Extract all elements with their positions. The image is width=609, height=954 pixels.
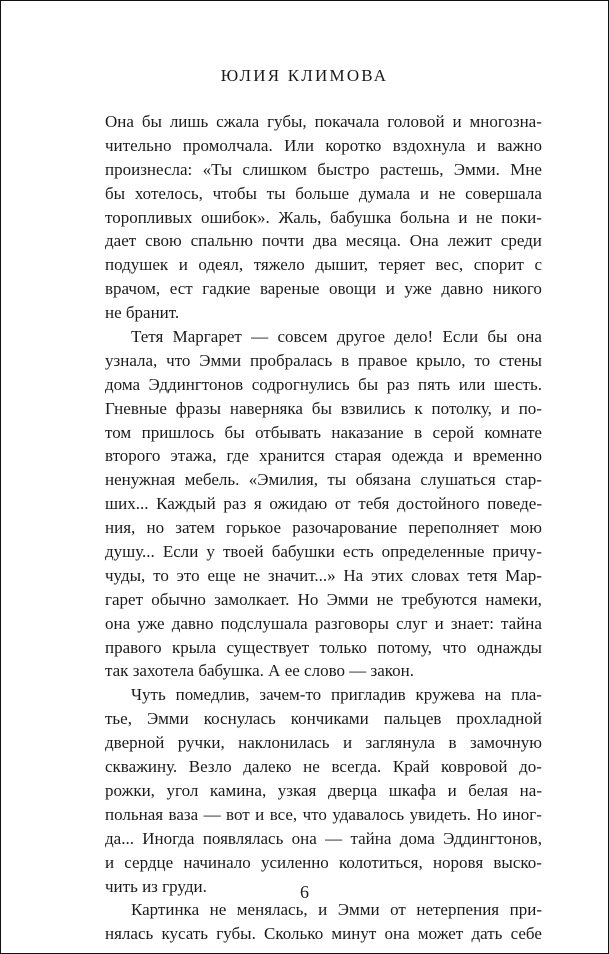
- text-line: дверной ручки, наклонилась и заглянула в замочную: [105, 733, 542, 753]
- text-line: бы хотелось, чтобы ты больше думала и не совершала: [105, 183, 542, 203]
- text-line: второго этажа, где хранится старая одежда и временно: [105, 446, 542, 466]
- text-line: Она бы лишь сжала губы, покачала головой и многозна-: [105, 112, 542, 131]
- text-line: гарет обычно замолкает. Но Эмми не требуются намеки,: [105, 589, 542, 609]
- text-line: душу... Если у твоей бабушки есть определенные причу-: [105, 542, 542, 562]
- text-line: и сердце начинало усиленно колотиться, норовя выско-: [105, 852, 542, 872]
- text-line: польная ваза — вот и все, что удавалось увидеть. Но иног-: [105, 804, 542, 824]
- text-line: она уже давно подслушала разговоры слуг и знает: тайна: [105, 613, 542, 633]
- text-line: ния, но затем горькое разочарование переполняет мою: [105, 518, 542, 538]
- text-line: дома Эддингтонов содрогнулись бы раз пять или шесть.: [105, 374, 542, 394]
- running-head: ЮЛИЯ КЛИМОВА: [220, 66, 389, 85]
- text-line: тье, Эмми коснулась кончиками пальцев прохладной: [105, 709, 542, 729]
- text-line: Чуть помедлив, зачем-то пригладив кружева на пла-: [131, 685, 542, 705]
- text-line: том пришлось бы отбывать наказание в серой комнате: [105, 422, 542, 442]
- text-line: скважину. Везло далеко не всегда. Край ковровой до-: [105, 757, 542, 777]
- text-line: рожки, угол камина, узкая дверца шкафа и белая на-: [105, 780, 542, 800]
- text-line: произнесла: «Ты слишком быстро растешь, Эмми. Мне: [105, 159, 542, 179]
- text-line: чуды, то это еще не значит...» На этих словах тетя Мар-: [105, 565, 542, 585]
- text-line: дает свою спальню почти два месяца. Она лежит среди: [105, 231, 542, 251]
- text-line: чить из груди.: [105, 876, 207, 896]
- text-line: правого крыла существует только потому, что однажды: [105, 637, 542, 657]
- text-line: не бранит.: [105, 303, 180, 323]
- text-line: подушек и одеял, тяжело дышит, теряет вес, спорит с: [105, 255, 542, 275]
- text-line: Гневные фразы наверняка бы взвились к потолку, и по-: [105, 398, 542, 418]
- text-line: Картинка не менялась, и Эмми от нетерпения при-: [131, 900, 542, 920]
- text-line: так захотела бабушка. А ее слово — закон.: [105, 661, 414, 681]
- text-line: врачом, ест гадкие вареные овощи и уже давно никого: [105, 279, 542, 299]
- text-line: торопливых ошибок». Жаль, бабушка больна и не поки-: [105, 207, 542, 227]
- text-line: да... Иногда появлялась она — тайна дома Эддингтонов,: [105, 828, 542, 848]
- text-line: Тетя Маргарет — совсем другое дело! Если бы она: [131, 327, 542, 347]
- text-line: ших... Каждый раз я ожидаю от тебя достойного поведе-: [105, 494, 542, 514]
- text-line: чительно промолчала. Или коротко вздохнула и важно: [105, 135, 542, 155]
- text-line: нялась кусать губы. Сколько минут она может дать себе: [105, 924, 542, 944]
- body-text: [105, 110, 542, 946]
- text-line: узнала, что Эмми пробралась в правое крыло, то стены: [105, 350, 542, 370]
- page-number: 6: [300, 882, 309, 902]
- text-line: ненужная мебель. «Эмилия, ты обязана слушаться стар-: [105, 470, 542, 490]
